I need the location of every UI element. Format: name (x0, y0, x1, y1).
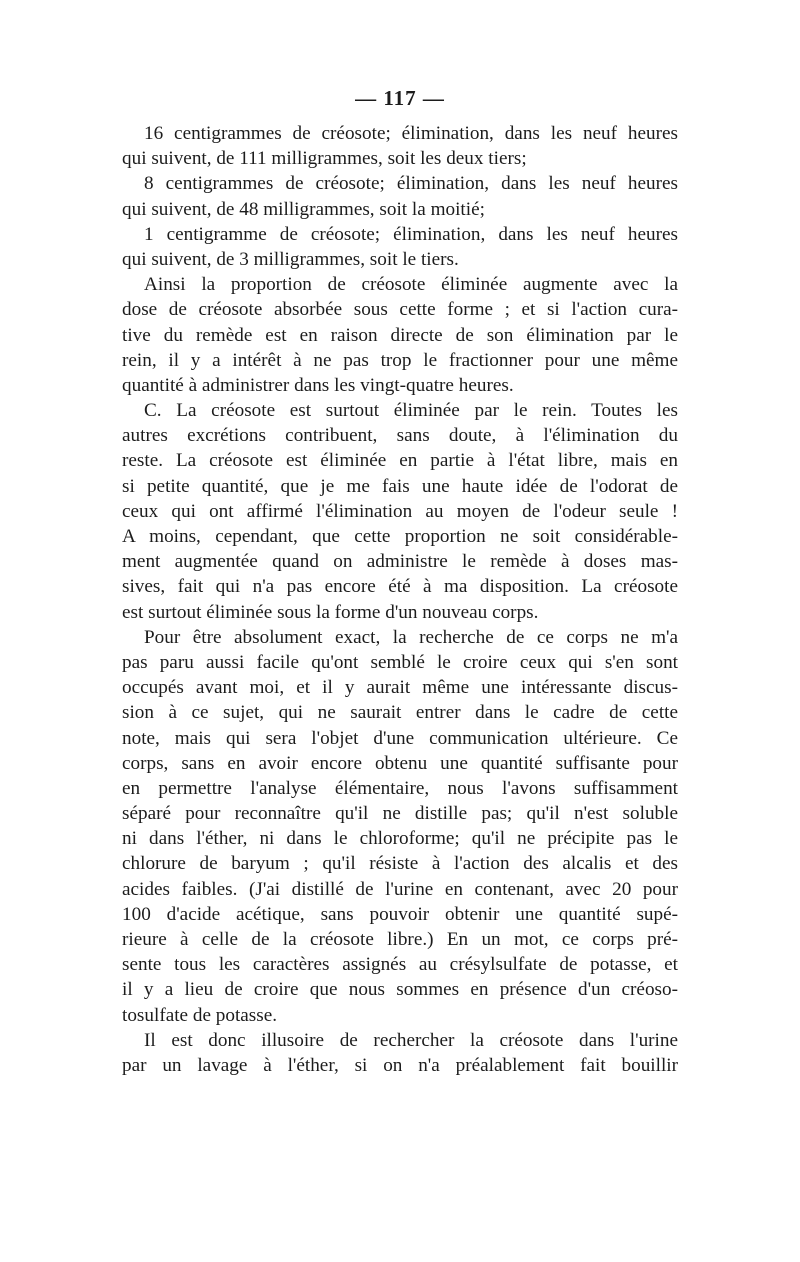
text-line: séparé pour reconnaître qu'il ne distille pas; qu'il n'est soluble (122, 803, 678, 825)
text-line: en permettre l'analyse élémentaire, nous l'avons suffisamment (122, 777, 678, 799)
text-line: autres excrétions contribuent, sans doute, à l'élimination du (122, 425, 678, 447)
text-line: acides faibles. (J'ai distillé de l'urine en contenant, avec 20 pour (122, 878, 678, 900)
text-line: note, mais qui sera l'objet d'une communication ultérieure. Ce (122, 727, 678, 749)
text-line: sives, fait qui n'a pas encore été à ma disposition. La créosote (122, 576, 678, 598)
text-line: ni dans l'éther, ni dans le chloroforme; qu'il ne précipite pas le (122, 828, 678, 850)
text-line: 1 centigramme de créosote; élimination, dans les neuf heures (144, 223, 678, 245)
text-line: Il est donc illusoire de rechercher la créosote dans l'urine (144, 1029, 678, 1051)
text-line: chlorure de baryum ; qu'il résiste à l'action des alcalis et des (122, 853, 678, 875)
text-line: dose de créosote absorbée sous cette forme ; et si l'action cura- (122, 299, 678, 321)
text-line: sente tous les caractères assignés au crésylsulfate de potasse, et (122, 954, 678, 976)
text-line: 16 centigrammes de créosote; élimination, dans les neuf heures (144, 123, 678, 144)
text-line: qui suivent, de 3 milligrammes, soit le tiers. (122, 248, 459, 270)
page-number: — 117 — (355, 86, 445, 110)
text-line: pas paru aussi facile qu'ont semblé le croire ceux qui s'en sont (122, 651, 678, 673)
text-line: est surtout éliminée sous la forme d'un nouveau corps. (122, 601, 539, 623)
text-line: qui suivent, de 48 milligrammes, soit la moitié; (122, 198, 485, 220)
text-line: ceux qui ont affirmé l'élimination au moyen de l'odeur seule ! (122, 500, 678, 522)
text-line: 100 d'acide acétique, sans pouvoir obtenir une quantité supé- (122, 903, 678, 925)
text-line: 8 centigrammes de créosote; élimination, dans les neuf heures (144, 173, 678, 195)
text-line: occupés avant moi, et il y aurait même une intéressante discus- (122, 677, 678, 699)
text-line: C. La créosote est surtout éliminée par le rein. Toutes les (144, 400, 678, 422)
page-body-text (122, 121, 678, 1078)
text-line: tive du remède est en raison directe de son élimination par le (122, 324, 678, 346)
text-line: si petite quantité, que je me fais une haute idée de l'odorat de (122, 475, 678, 497)
text-line: rieure à celle de la créosote libre.) En un mot, ce corps pré- (122, 929, 678, 950)
text-line: Ainsi la proportion de créosote éliminée augmente avec la (144, 274, 678, 296)
text-line: A moins, cependant, que cette proportion ne soit considérable- (122, 526, 678, 547)
text-line: qui suivent, de 111 milligrammes, soit les deux tiers; (122, 148, 527, 170)
text-line: il y a lieu de croire que nous sommes en présence d'un créoso- (122, 979, 678, 1001)
text-line: ment augmentée quand on administre le remède à doses mas- (122, 551, 678, 573)
text-line: quantité à administrer dans les vingt-quatre heures. (122, 374, 514, 396)
text-line: sion à ce sujet, qui ne saurait entrer dans le cadre de cette (122, 702, 678, 724)
text-line: reste. La créosote est éliminée en partie à l'état libre, mais en (122, 450, 678, 472)
text-line: rein, il y a intérêt à ne pas trop le fractionner pour une même (122, 349, 678, 371)
text-line: tosulfate de potasse. (122, 1004, 278, 1026)
text-line: Pour être absolument exact, la recherche de ce corps ne m'a (144, 626, 678, 648)
text-line: corps, sans en avoir encore obtenu une quantité suffisante pour (122, 752, 678, 774)
text-line: par un lavage à l'éther, si on n'a préalablement fait bouillir (122, 1054, 678, 1076)
